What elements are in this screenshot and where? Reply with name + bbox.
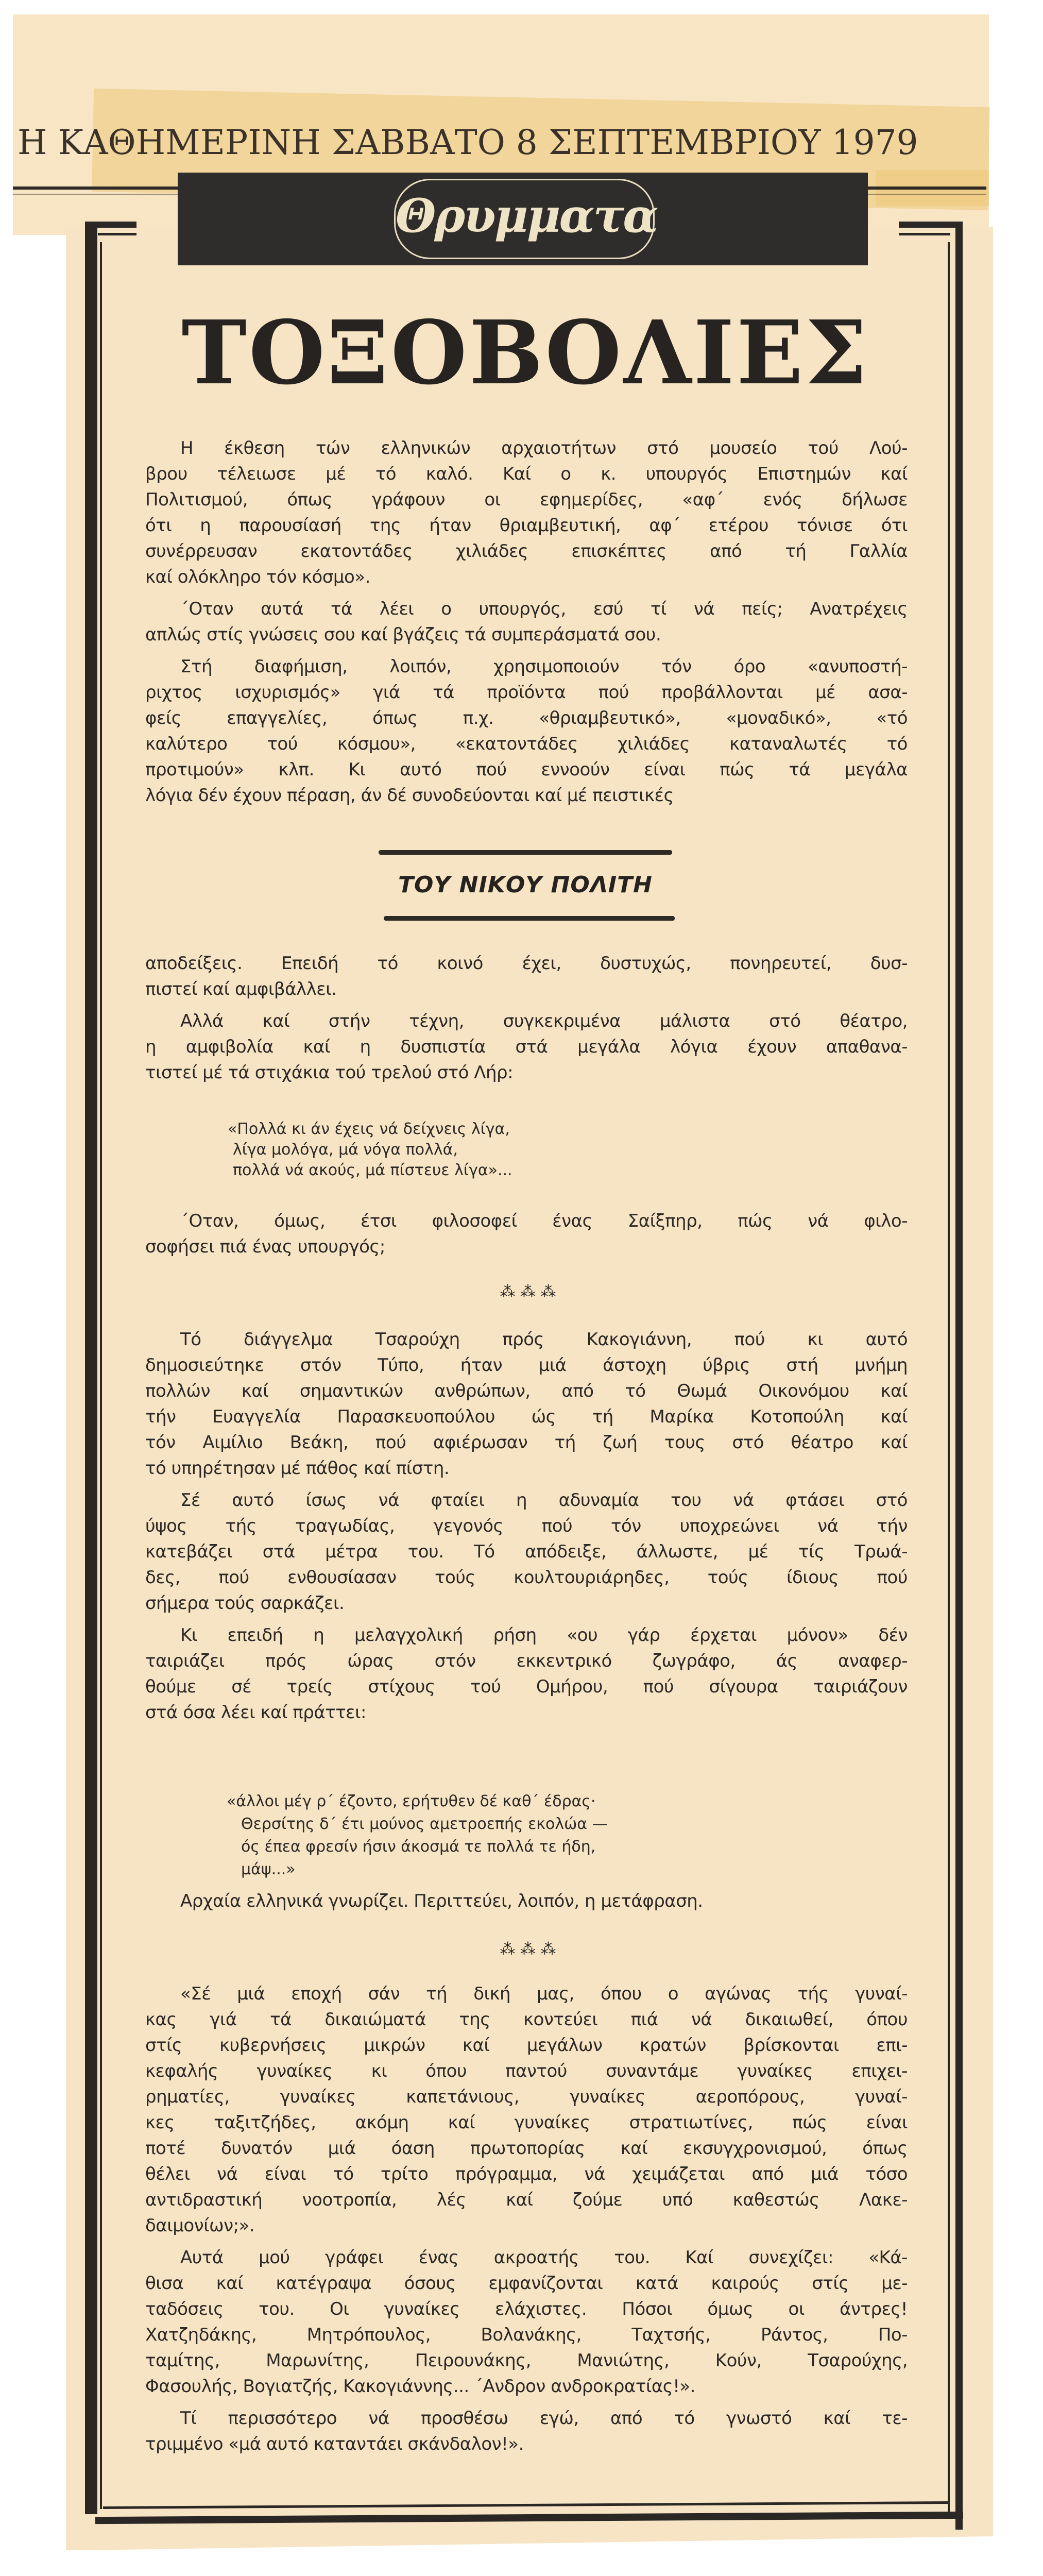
text-line: η αμφιβολία καί η δυσπιστία στά μεγάλα λόγια έχουν απαθανα- [145, 1037, 908, 1057]
article-body-part-1 [145, 435, 908, 815]
text-line: ρηματίες, γυναίκες καπετάνιους, γυναίκες αεροπόρους, γυναί- [145, 2087, 908, 2107]
text-line: σοφήσει πιά ένας υπουργός; [145, 1236, 385, 1257]
text-line: Σέ αυτό ίσως νά φταίει η αδυναμία του νά φτάσει στό [180, 1490, 908, 1511]
text-line: Αυτά μού γράφει ένας ακροατής του. Καί συνεχίζει: «Κά- [180, 2247, 908, 2268]
text-line: ριχτος ισχυρισμός» γιά τά προϊόντα πού προβάλλονται μέ ασα- [145, 682, 908, 703]
text-line: Τί περισσότερο νά προσθέσω εγώ, από τό γνωστό καί τε- [180, 2408, 908, 2429]
text-line: δες, πού ενθουσίασαν τούς κουλτουριάρηδες, τούς ίδιους πού [145, 1567, 908, 1588]
paragraph [145, 1327, 908, 1481]
text-line: λόγια δέν έχουν πέραση, άν δέ συνοδεύονται καί μέ πειστικές [145, 785, 674, 806]
verse-line: «άλλοι μέγ ρ΄ έζοντο, ερήτυθεν δέ καθ΄ έδρας· [227, 1792, 596, 1810]
paragraph [145, 596, 908, 648]
paragraph [145, 1622, 908, 1725]
paragraph [145, 1487, 908, 1616]
article-title: ΤΟΞΟΒΟΛΙΕΣ [181, 301, 869, 404]
frame-corner-top-right-inner [899, 233, 950, 235]
article-body-part-4 [145, 1327, 908, 1732]
paragraph [145, 1008, 908, 1086]
verse-homer [227, 1790, 608, 1881]
verse-line: ός έπεα φρεσίν ήσιν άκοσμά τε πολλά τε ήδη, [241, 1838, 596, 1856]
text-line: Η έκθεση τών ελληνικών αρχαιοτήτων στό μουσείο τού Λού- [180, 438, 908, 459]
text-line: Χατζηδάκης, Μητρόπουλος, Βολανάκης, Ταχτσής, Ράντος, Πο- [145, 2325, 908, 2345]
text-line: σήμερα τούς σαρκάζει. [145, 1593, 345, 1614]
frame-left-inner-border [100, 242, 102, 2509]
text-line: απλώς στίς γνώσεις σου καί βγάζεις τά συμπεράσματά σου. [145, 624, 661, 645]
frame-corner-top-left [85, 222, 136, 228]
column-banner [178, 173, 868, 265]
article-body-part-3 [145, 1208, 908, 1266]
text-line: ΄Οταν αυτά τά λέει ο υπουργός, εσύ τί νά πείς; Ανατρέχεις [180, 599, 908, 619]
text-line: τό υπηρέτησαν μέ πάθος καί πίστη. [145, 1458, 450, 1479]
paragraph [145, 2405, 908, 2457]
verse-line: μάψ...» [241, 1860, 296, 1878]
byline-rule-top [379, 850, 672, 855]
text-line: πολλών καί σημαντικών ανθρώπων, από τό Θωμά Οικονόμου καί [145, 1381, 908, 1401]
text-line: κας γιά τά δικαιώματά της κοντεύει πιά νά δικαιωθεί, όπου [145, 2009, 908, 2030]
text-line: δημοσιεύτηκε στόν Τύπο, ήταν μιά άστοχη ύβρις στή μνήμη [145, 1355, 908, 1376]
paragraph [145, 951, 908, 1002]
text-line: Τό διάγγελμα Τσαρούχη πρός Κακογιάννη, πού κι αυτό [180, 1329, 908, 1350]
text-line: κεφαλής γυναίκες κι όπου παντού συναντάμε γυναίκες επιχει- [145, 2061, 908, 2081]
text-line: Στή διαφήμιση, λοιπόν, χρησιμοποιούν τόν όρο «ανυποστή- [180, 656, 908, 677]
text-line: ότι η παρουσίασή της ήταν θριαμβευτική, αφ΄ ετέρου τόνισε ότι [145, 515, 908, 536]
text-line: προτιμούν» κλπ. Κι αυτό πού εννοούν είναι πώς τά μεγάλα [145, 759, 908, 780]
verse-line: πολλά νά ακούς, μά πίστευε λίγα»... [233, 1161, 512, 1179]
text-line: φείς επαγγελίες, όπως π.χ. «θριαμβευτικό», «μοναδικό», «τό [145, 708, 908, 728]
text-line: Κι επειδή η μελαγχολική ρήση «ου γάρ έρχεται μόνον» δέν [180, 1625, 908, 1646]
text-line: τριμμένο «μά αυτό καταντάει σκάνδαλον!». [145, 2434, 524, 2454]
text-line: ταδόσεις του. Οι γυναίκες ελάχιστες. Πόσοι όμως οι άντρες! [145, 2299, 908, 2319]
paragraph [145, 654, 908, 808]
frame-left-border [85, 222, 97, 2514]
text-line: θούμε σέ τρείς στίχους τού Ομήρου, πού σίγουρα ταιριάζουν [145, 1676, 908, 1697]
text-line: στίς κυβερνήσεις μικρών καί μεγάλων κρατών βρίσκονται επι- [145, 2035, 908, 2056]
paragraph [145, 1981, 908, 2239]
article-body-part-5 [145, 1888, 908, 1920]
article-body-part-2 [145, 951, 908, 1092]
frame-right-inner-border [948, 242, 950, 2514]
text-line: Αλλά καί στήν τέχνη, συγκεκριμένα μάλιστα στό θέατρο, [180, 1011, 908, 1031]
text-line: αντιδραστική νοοτροπία, λές καί ζούμε υπό καθεστώς Λακε- [145, 2190, 908, 2210]
byline-rule-bottom [384, 916, 675, 921]
frame-corner-top-left-inner [98, 233, 136, 235]
text-line: πιστεί καί αμφιβάλλει. [145, 979, 337, 999]
paragraph [145, 435, 908, 590]
text-line: καί ολόκληρο τόν κόσμο». [145, 567, 370, 587]
text-line: τόν Αιμίλιο Βεάκη, πού αφιέρωσαν τή ζωή τους στό θέατρο καί [145, 1432, 908, 1453]
section-ornament: ⁂ ⁂ ⁂ [500, 1283, 556, 1301]
text-line: κατεβάζει στά μέτρα του. Τό απόδειξε, άλλωστε, μέ τίς Τρωά- [145, 1541, 908, 1562]
text-line: Αρχαία ελληνικά γνωρίζει. Περιττεύει, λοιπόν, η μετάφραση. [180, 1891, 703, 1911]
text-line: «Σέ μιά εποχή σάν τή δική μας, όπου ο αγώνας τής γυναί- [180, 1984, 908, 2004]
text-line: δαιμονίων;». [145, 2215, 255, 2236]
text-line: αποδείξεις. Επειδή τό κοινό έχει, δυστυχώς, πονηρευτεί, δυσ- [145, 953, 908, 974]
frame-right-border [955, 222, 963, 2530]
text-line: τιστεί μέ τά στιχάκια τού τρελού στό Λήρ: [145, 1062, 514, 1083]
text-line: ποτέ δυνατόν μιά όαση πρωτοπορίας καί εκσυγχρονισμού, όπως [145, 2138, 908, 2159]
text-line: κες ταξιτζήδες, ακόμη καί γυναίκες στρατιωτίνες, πώς είναι [145, 2112, 908, 2133]
verse-line: Θερσίτης δ΄ έτι μούνος αμετροεπής εκολώα — [241, 1815, 608, 1833]
paragraph [145, 2245, 908, 2399]
verse-line: λίγα μολόγα, μά νόγα πολλά, [233, 1141, 458, 1159]
banner-pill-outline [394, 179, 655, 259]
section-ornament: ⁂ ⁂ ⁂ [500, 1940, 556, 1958]
column-name: Θρυμματα [396, 189, 657, 243]
text-line: τήν Ευαγγελία Παρασκευοπούλου ώς τή Μαρίκα Κοτοπούλη καί [145, 1406, 908, 1427]
text-line: συνέρρευσαν εκατοντάδες χιλιάδες επισκέπτες από τή Γαλλία [145, 541, 908, 562]
frame-corner-top-right [899, 222, 963, 228]
text-line: ταιριάζει πρός ώρας στόν εκκεντρικό ζωγράφο, άς αναφερ- [145, 1651, 908, 1671]
paragraph [145, 1208, 908, 1260]
text-line: Φασουλής, Βογιατζής, Κακογιάννης... ΄Ανδρον ανδροκρατίας!». [145, 2376, 695, 2397]
text-line: θισα καί κατέγραψα όσους εμφανίζονται κατά καιρούς στίς με- [145, 2273, 908, 2294]
verse-line: «Πολλά κι άν έχεις νά δείχνεις λίγα, [228, 1120, 510, 1138]
verse-lear [228, 1119, 512, 1181]
paragraph [145, 1888, 908, 1914]
text-line: Πολιτισμού, όπως γράφουν οι εφημερίδες, «αφ΄ ενός δήλωσε [145, 489, 908, 510]
article-body-part-6 [145, 1981, 908, 2463]
text-line: καλύτερο τού κόσμου», «εκατοντάδες χιλιάδες καταναλωτές τό [145, 734, 908, 754]
text-line: ύψος τής τραγωδίας, γεγονός πού τόν υποχρεώνει νά τήν [145, 1516, 908, 1536]
text-line: βρου τέλειωσε μέ τό καλό. Καί ο κ. υπουργός Επιστημών καί [145, 464, 908, 484]
text-line: στά όσα λέει καί πράττει: [145, 1702, 367, 1723]
byline: ΤΟΥ ΝΙΚΟΥ ΠΟΛΙΤΗ [398, 872, 653, 898]
masthead-title: Η ΚΑΘΗΜΕΡΙΝΗ ΣΑΒΒΑΤΟ 8 ΣΕΠΤΕΜΒΡΙΟΥ 1979 [18, 123, 918, 162]
text-line: θέλει νά είναι τό τρίτο πρόγραμμα, νά χειμάζεται από μιά τόσο [145, 2164, 908, 2184]
text-line: ΄Οταν, όμως, έτσι φιλοσοφεί ένας Σαίξπηρ, πώς νά φιλο- [180, 1211, 908, 1231]
text-line: ταμίτης, Μαρωνίτης, Πειρουνάκης, Μανιώτης, Κούν, Τσαρούχης, [145, 2350, 908, 2371]
